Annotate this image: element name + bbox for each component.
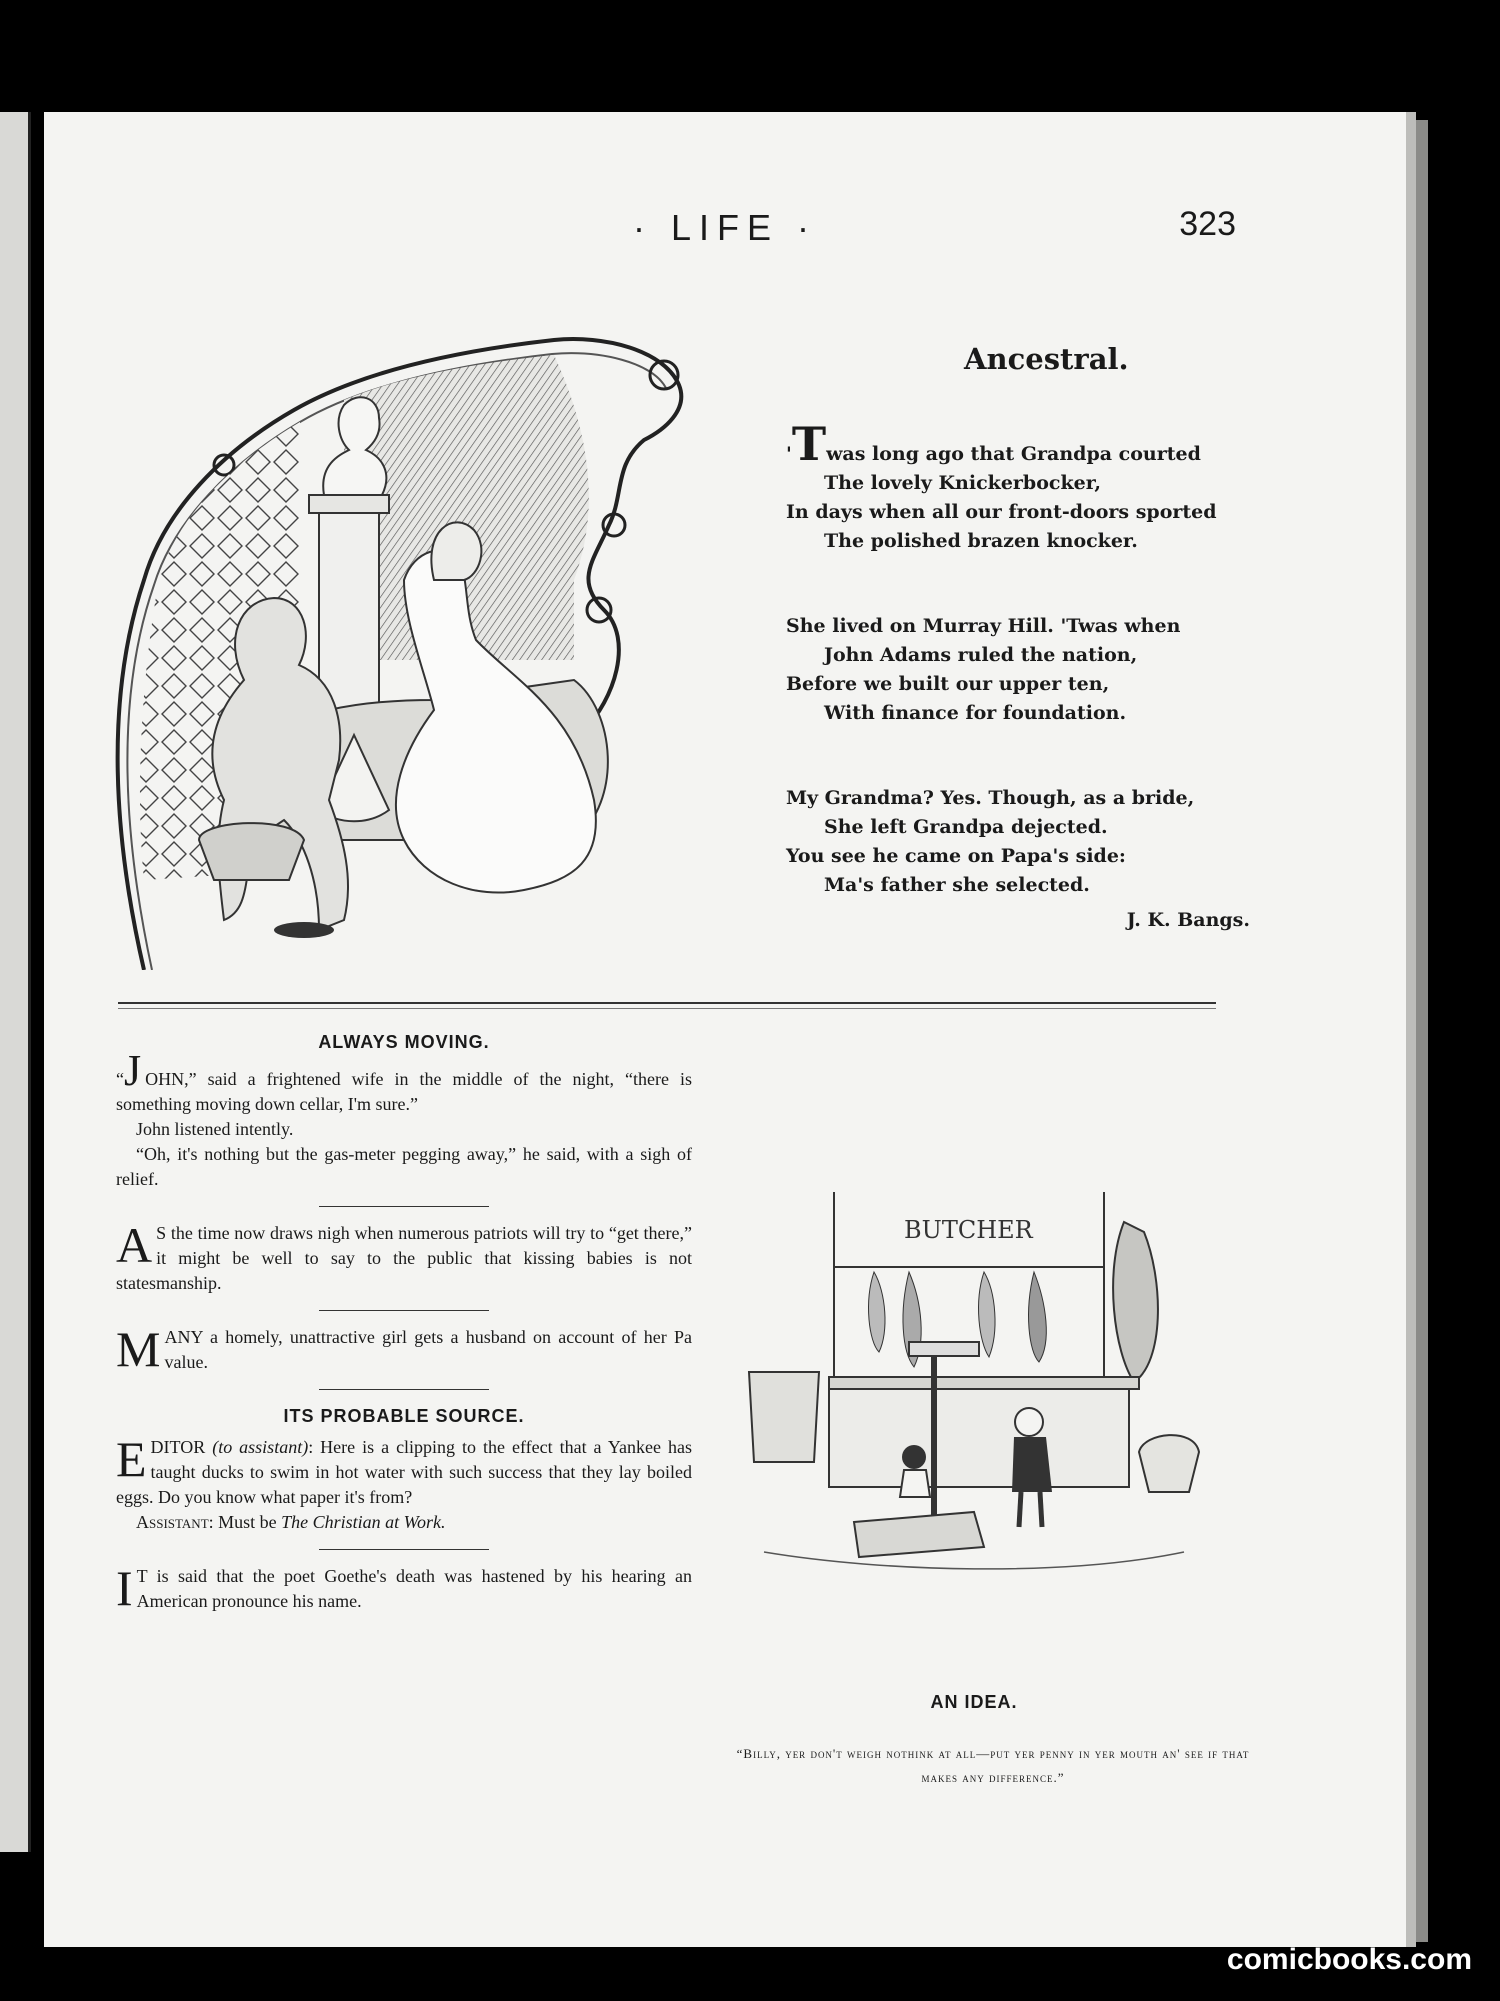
site-watermark: comicbooks.com <box>1226 1943 1472 1976</box>
page-stack-edge <box>1414 120 1428 1942</box>
paragraph-text: ANY a homely, unattractive girl gets a husband on account of her Pa value. <box>164 1327 692 1372</box>
poem-line: The lovely Knickerbocker, <box>824 472 1101 494</box>
always-moving-title: ALWAYS MOVING. <box>318 1032 490 1052</box>
magazine-page <box>44 112 1416 1947</box>
poem-apostrophe: ' <box>786 443 792 465</box>
left-column-jokes <box>116 1024 692 1614</box>
poem-line: With finance for foundation. <box>824 702 1127 724</box>
short-divider <box>319 1206 489 1207</box>
section-divider-thin <box>118 1008 1216 1009</box>
drop-cap: A <box>116 1217 153 1273</box>
poem-line: John Adams ruled the nation, <box>824 644 1138 666</box>
section-divider <box>118 1002 1216 1004</box>
stage-direction: (to assistant) <box>212 1437 309 1457</box>
paragraph-text: : Here is a clipping to the effect that a Yankee has taught ducks to swim in hot water with such success that they lay boiled eggs. Do you know what paper it's from? <box>116 1437 692 1507</box>
paragraph-text: : Must be <box>208 1512 282 1532</box>
speaker-label: Assistant <box>136 1512 209 1532</box>
an-idea-caption: “Billy, yer don't weigh nothink at all—put yer penny in yer mouth an' see if that makes any difference.” <box>736 1746 1250 1785</box>
short-divider <box>319 1549 489 1550</box>
page-number: 323 <box>1179 205 1236 243</box>
poem-title: Ancestral. <box>964 342 1129 376</box>
goethe-paragraph <box>116 1560 692 1616</box>
poem-line: The polished brazen knocker. <box>824 530 1138 552</box>
poem-line: You see he came on Papa's side: <box>786 845 1126 867</box>
drop-cap: J <box>124 1046 142 1095</box>
poem-drop-cap: T <box>791 417 827 471</box>
poem-line-text: was long ago that Grandpa courted <box>826 443 1201 465</box>
always-moving-para-2: John listened intently. <box>136 1119 294 1139</box>
butcher-shop-illustration <box>734 1192 1204 1582</box>
butcher-sign: BUTCHER <box>904 1216 1033 1244</box>
poem-line <box>786 417 1266 471</box>
previous-page-edge <box>0 112 31 1852</box>
poem-ancestral <box>786 417 1266 935</box>
source-para-1 <box>116 1431 692 1510</box>
always-moving-para-3: “Oh, it's nothing but the gas-meter pegging away,” he said, with a sigh of relief. <box>116 1144 692 1189</box>
probable-source-title: ITS PROBABLE SOURCE. <box>283 1406 525 1426</box>
paragraph-text: OHN,” said a frightened wife in the middle of the night, “there is something moving down cellar, I'm sure.” <box>116 1069 692 1114</box>
paragraph-text: T is said that the poet Goethe's death was hastened by his hearing an American pronounce his name. <box>136 1566 692 1611</box>
drop-cap: M <box>116 1321 161 1377</box>
source-para-2 <box>116 1510 692 1535</box>
newspaper-title: The Christian at Work. <box>281 1512 446 1532</box>
poem-stanza-1 <box>786 417 1266 556</box>
patriots-paragraph <box>116 1217 692 1296</box>
drop-cap: E <box>116 1431 147 1487</box>
always-moving-para-1 <box>116 1046 692 1117</box>
poem-line: Before we built our upper ten, <box>786 673 1110 695</box>
courtship-illustration <box>104 280 784 970</box>
poem-line: She lived on Murray Hill. 'Twas when <box>786 615 1181 637</box>
an-idea-title: AN IDEA. <box>930 1692 1018 1712</box>
short-divider <box>319 1389 489 1390</box>
poem-line: She left Grandpa dejected. <box>824 816 1108 838</box>
poem-stanza-3 <box>786 784 1266 900</box>
paragraph-text: DITOR <box>150 1437 213 1457</box>
paragraph-text: S the time now draws nigh when numerous patriots will try to “get there,” it might be well to say to the public that kissing babies is not statesmanship. <box>116 1223 692 1293</box>
drop-cap: I <box>116 1560 133 1616</box>
homely-paragraph <box>116 1321 692 1377</box>
short-divider <box>319 1310 489 1311</box>
poem-line: Ma's father she selected. <box>824 874 1090 896</box>
masthead-title: · LIFE · <box>632 207 817 248</box>
poem-line: My Grandma? Yes. Though, as a bride, <box>786 787 1195 809</box>
open-quote: “ <box>116 1069 124 1089</box>
poem-stanza-2 <box>786 612 1266 728</box>
poem-author: J. K. Bangs. <box>1126 909 1250 931</box>
poem-line: In days when all our front-doors sported <box>786 501 1217 523</box>
